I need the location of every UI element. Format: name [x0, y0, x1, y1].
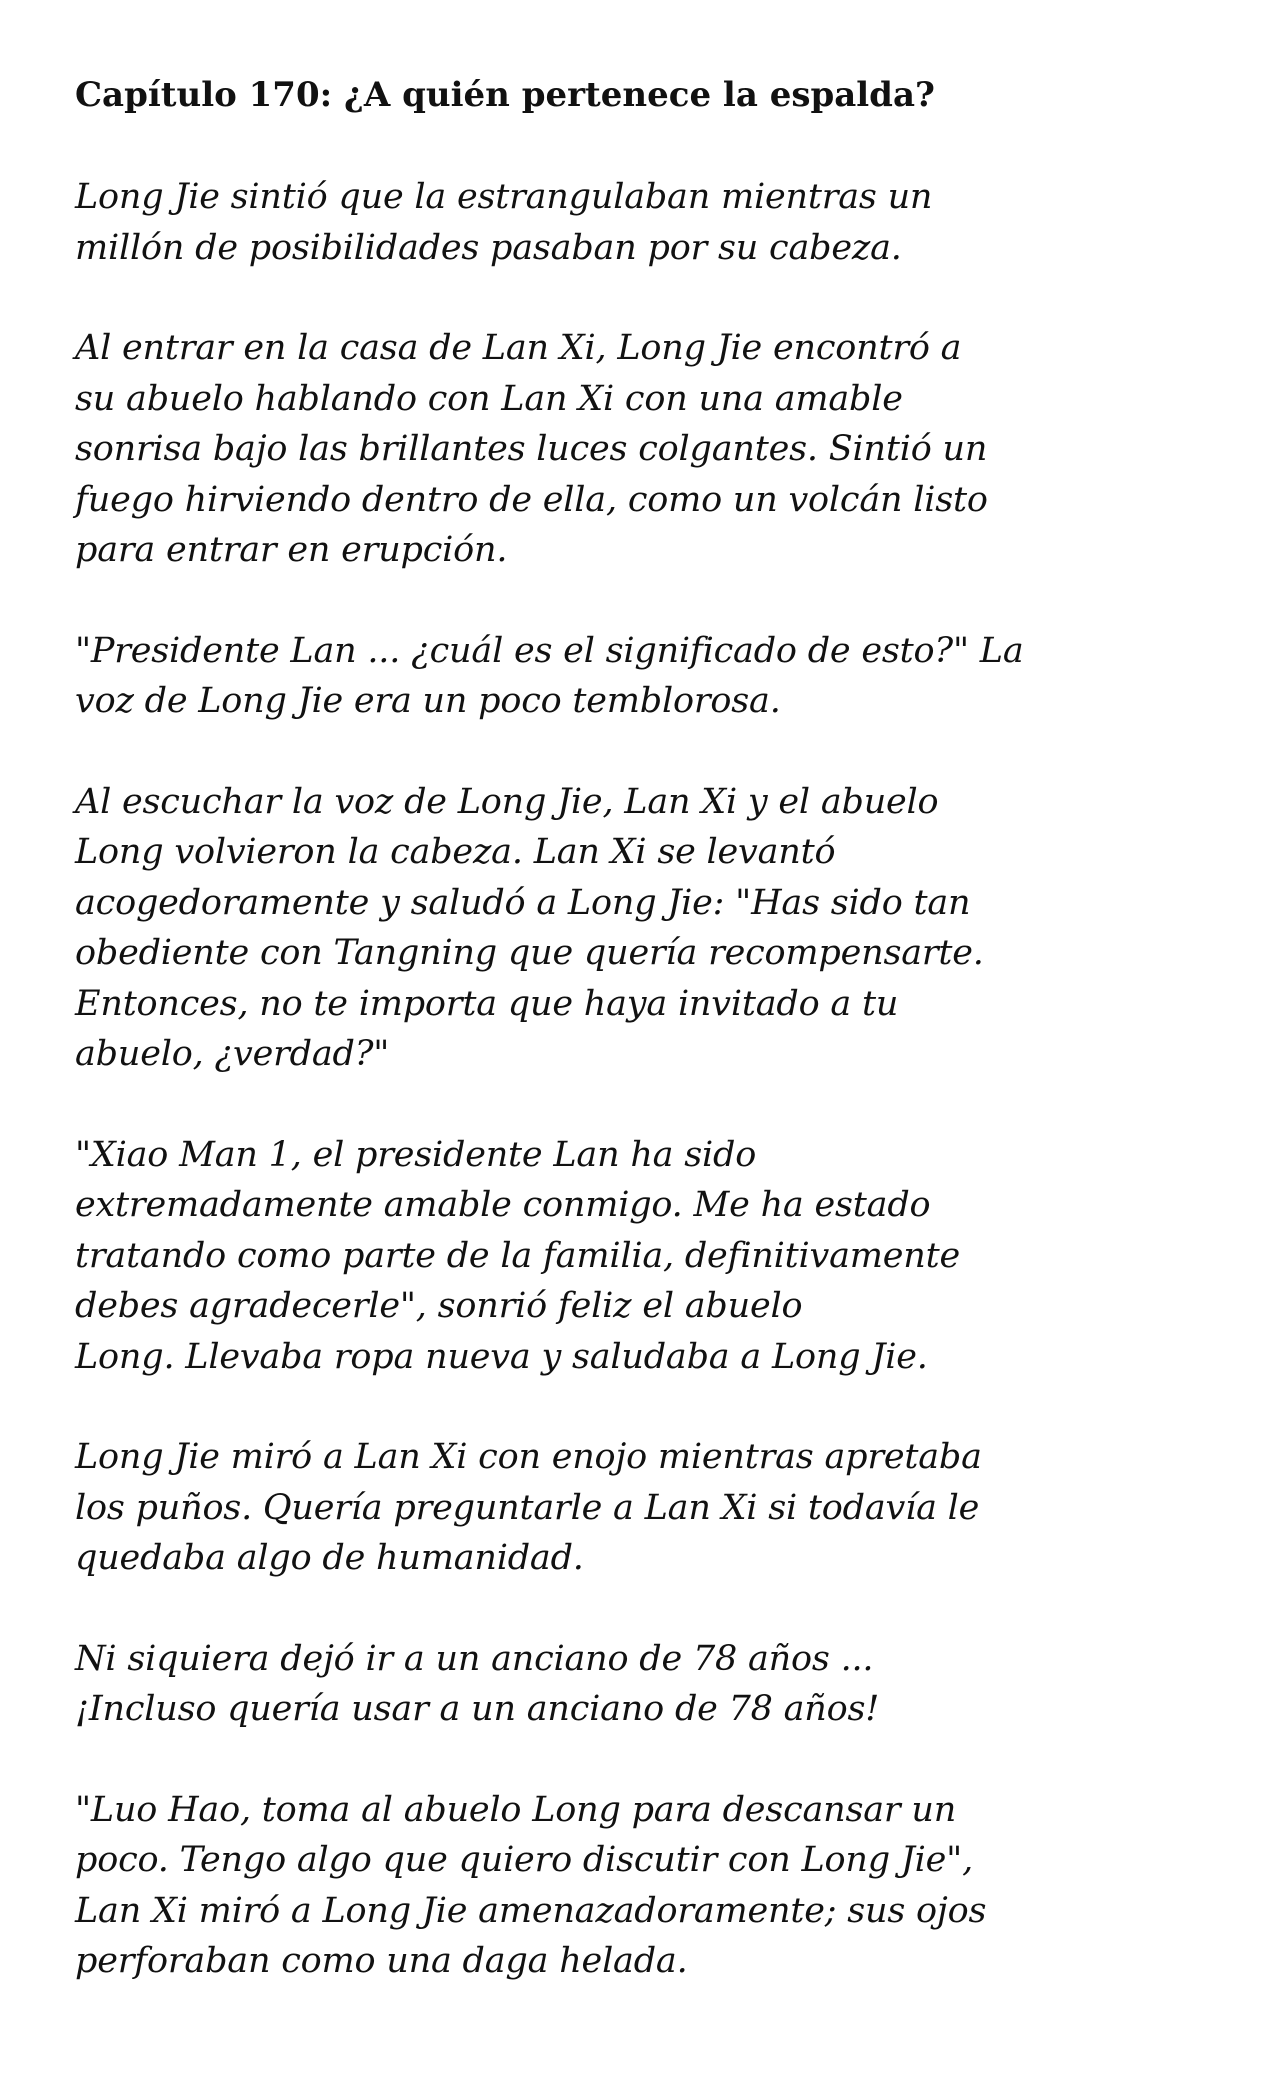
- paragraph: Long Jie miró a Lan Xi con enojo mientras apretaba los puños. Quería preguntarle a Lan Xi si todavía le quedaba algo de humanidad.: [75, 1437, 982, 1578]
- paragraph: Al entrar en la casa de Lan Xi, Long Jie encontró a su abuelo hablando con Lan Xi con una amable sonrisa bajo las brillantes luces colgantes. Sintió un fuego hirviendo dentro de ella, como un volcán listo para entrar en erupción.: [75, 328, 988, 570]
- paragraph: Ni siquiera dejó ir a un anciano de 78 años ... ¡Incluso quería usar a un anciano de 78 años!: [75, 1638, 880, 1729]
- paragraph: Long Jie sintió que la estrangulaban mientras un millón de posibilidades pasaban por su cabeza.: [75, 177, 933, 268]
- chapter-title: Capítulo 170: ¿A quién pertenece la espalda?: [75, 75, 935, 115]
- paragraph: "Luo Hao, toma al abuelo Long para descansar un poco. Tengo algo que quiero discutir con Long Jie", Lan Xi miró a Long Jie amenazadoramente; sus ojos perforaban como una daga helada.: [75, 1789, 987, 1981]
- paragraph: "Presidente Lan ... ¿cuál es el significado de esto?" La voz de Long Jie era un poco temblorosa.: [75, 630, 1024, 721]
- paragraph: "Xiao Man 1, el presidente Lan ha sido extremadamente amable conmigo. Me ha estado tratando como parte de la familia, definitivamente debes agradecerle", sonrió feliz el abuelo Long. Llevaba ropa nueva y saludaba a Long Jie.: [75, 1134, 960, 1377]
- paragraph: Al escuchar la voz de Long Jie, Lan Xi y el abuelo Long volvieron la cabeza. Lan Xi se levantó acogedoramente y saludó a Long Jie: "Has sido tan obediente con Tangning que quería recompensarte. Entonces, no te importa que haya invitado a tu abuelo, ¿verdad?": [75, 781, 984, 1074]
